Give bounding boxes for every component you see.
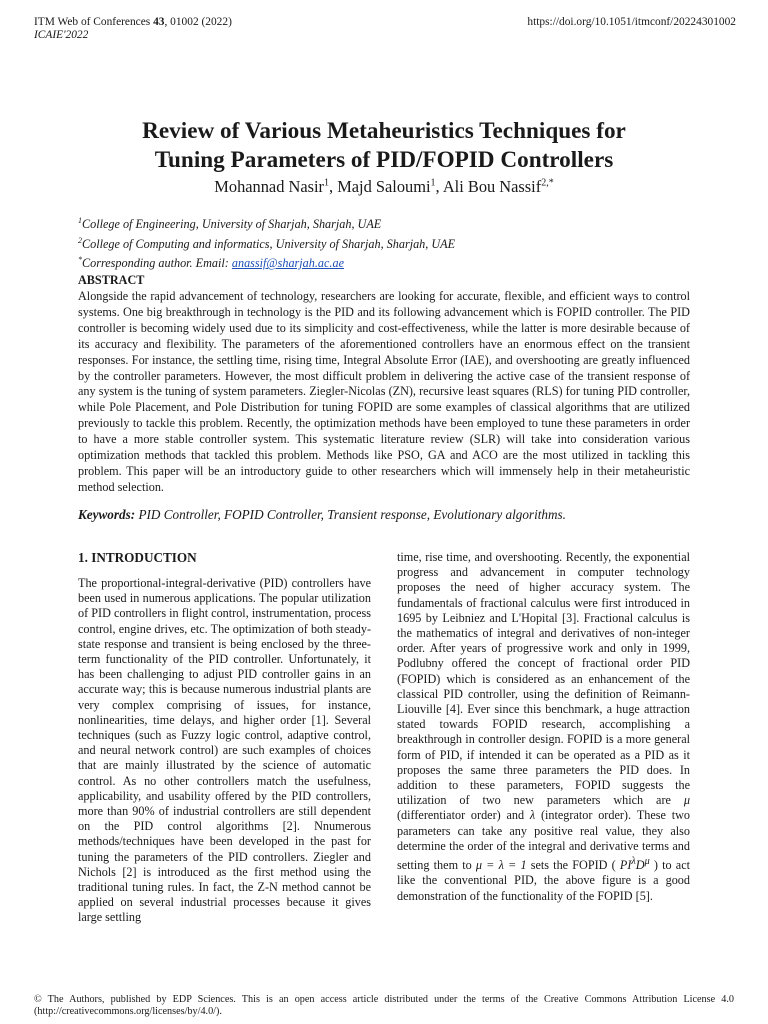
author-name: Majd Saloumi <box>337 177 431 196</box>
title-line-1: Review of Various Metaheuristics Techniques for <box>142 118 626 144</box>
affiliation-1 <box>78 213 455 233</box>
intro-text: time, rise time, and overshooting. Recently, the exponential progress and advancement in computer technology proposes the need of higher accuracy system. The fundamentals of fractional calculus were first introduced in 1695 by Leibniez and L'Hopital [3]. Fractional calculus is the mathematics of integral and derivatives of non-integer order. After years of progressive work and only in 1999, Podlubny offered the concept of fractional order PID (FOPID) which is considered as an enhancement of the classical PID controller, using the definition of Reimann-Liouville [4]. Ever since this benchmark, a huge attraction stated towards FOPID research, accomplishing a breakthrough in controller design. FOPID is a more general form of PID, if intended it can be operated as a PID as it proposes the same three parameters the PID does. In addition to these parameters, FOPID suggests the utilization of two new parameters which are <box>397 550 690 808</box>
affiliation-sup: 2 <box>78 235 82 245</box>
intro-text: (differentiator order) and <box>397 808 530 823</box>
keywords <box>78 507 566 523</box>
section-heading: 1. INTRODUCTION <box>78 550 197 565</box>
license-footer: © The Authors, published by EDP Sciences. This is an open access article distributed under the terms of the Creative Commons Attribution License 4.0 (http://creativecommons.org/licenses/by/4.0/). <box>34 994 734 1017</box>
math-mu: μ <box>683 793 690 808</box>
abstract-heading: ABSTRACT <box>78 273 145 287</box>
intro-text: (integrator order). These two parameters can take any positive real value, they also determine the order of the integral and derivative terms and setting them to <box>397 808 690 873</box>
title-line-2: Tuning Parameters of PID/FOPID Controllers <box>154 147 614 173</box>
doi-link[interactable]: https://doi.org/10.1051/itmconf/20224301002 <box>527 16 736 28</box>
author-list: Mohannad Nasir$^1$, Majd Saloumi$^1$, Ali Bou Nassif$^{2,*}$ <box>214 177 554 196</box>
affiliation-sup: * <box>78 255 82 265</box>
conference-name: ICAIE'2022 <box>34 29 89 41</box>
email-link[interactable]: anassif@sharjah.ac.ae <box>231 256 344 271</box>
intro-text: ) to act like the conventional PID, the above figure is a good demonstration of the functionality of the FOPID [5]. <box>397 858 690 903</box>
paper-title <box>0 117 768 175</box>
math-lambda: λ <box>529 808 536 823</box>
journal-citation <box>34 15 232 29</box>
author-name: Mohannad Nasir <box>214 177 324 196</box>
corresponding-author <box>78 252 455 272</box>
author-sup: 1 <box>324 177 329 189</box>
keywords-list: PID Controller, FOPID Controller, Transient response, Evolutionary algorithms. <box>135 507 566 522</box>
author-sup: 1 <box>430 177 436 189</box>
intro-text: sets the FOPID ( <box>526 858 620 873</box>
keywords-label: Keywords: <box>78 507 136 522</box>
intro-column-left: The proportional-integral-derivative (PID) controllers have been used in numerous applications. The popular utilization of PID controllers in flight control, instrumentation, process control, engine drives, etc. The optimization of both steady-state response and transient is being enclosed by the three-term functionality of the PID controller. Unfortunately, it has been challenging to adjust PID controller gains in an accurate way; this is because numerous industrial plants are very complex comprising of issues, for instance, nonlinearities, time delays, and higher order [1]. Several techniques (such as Fuzzy logic control, adaptive control, and neural network control) are such examples of choices that are mainly illustrated by the science of automatic control. As no other controllers match the usefulness, applicability, and usability offered by the PID controllers, more than 90% of industrial controllers are still dependent on the PID control algorithms [2]. Nnumerous methods/techniques have been developed in the past for tuning the parameters of the PID controllers. Ziegler and Nichols [2] is introduced as the first method using the traditional tuning rules. In fact, the Z-N method cannot be applied on several industrial processes because it gives large settling <box>78 576 371 925</box>
affiliation-text: College of Computing and informatics, University of Sharjah, Sharjah, UAE <box>82 236 456 251</box>
author-sup: 2,* <box>541 177 554 189</box>
intro-column-right <box>397 550 690 904</box>
math-equation: μ = λ = 1 <box>475 858 527 873</box>
affiliations <box>78 213 455 272</box>
affiliation-sup: 1 <box>78 216 82 225</box>
journal-name: ITM Web of Conferences <box>34 16 154 28</box>
abstract-text: Alongside the rapid advancement of technology, researchers are looking for accurate, flexible, and efficient ways to control systems. One big breakthrough in technology is the PID and its following advancement which is FOPID controller. The PID controller is becoming widely used due to its simplicity and cost-effectiveness, while the latter is more desirable because of its accuracy and flexibility. The parameters of the aforementioned controllers have an enormous effect on the transient responses. For instance, the settling time, rising time, Integral Absolute Error (IAE), and overshooting are greatly influenced by the controller parameters. However, the most difficult problem in delivering the active case of the transient response of any system is the tuning of system parameters. Ziegler-Nicolas (ZN), recursive least squares (RLS) for tuning PID controller, while Pole Placement, and Pole Distribution for tuning FOPID are some examples of classical algorithms that are utilized previously to tackle this problem. Recently, the optimization methods have been employed to tune these parameters in order to have a more stable controller system. This systematic literature review (SLR) will take into consideration various optimization methods that tackled this problem. Methods like PSO, GA and ACO are the most utilized in tackling this problem. This paper will be an introductory guide to other researchers which will immensely help in their metaheuristic method selection. <box>78 289 690 494</box>
affiliation-text: Corresponding author. Email: <box>82 256 232 271</box>
affiliation-2 <box>78 233 455 253</box>
math-fopid: $PI^\lambda D^\mu$ <box>619 856 650 873</box>
journal-volume: 43 <box>153 16 165 28</box>
affiliation-text: College of Engineering, University of Sharjah, Sharjah, UAE <box>82 217 382 232</box>
author-name: Ali Bou Nassif <box>442 177 542 196</box>
journal-issue: , 01002 (2022) <box>164 16 232 28</box>
